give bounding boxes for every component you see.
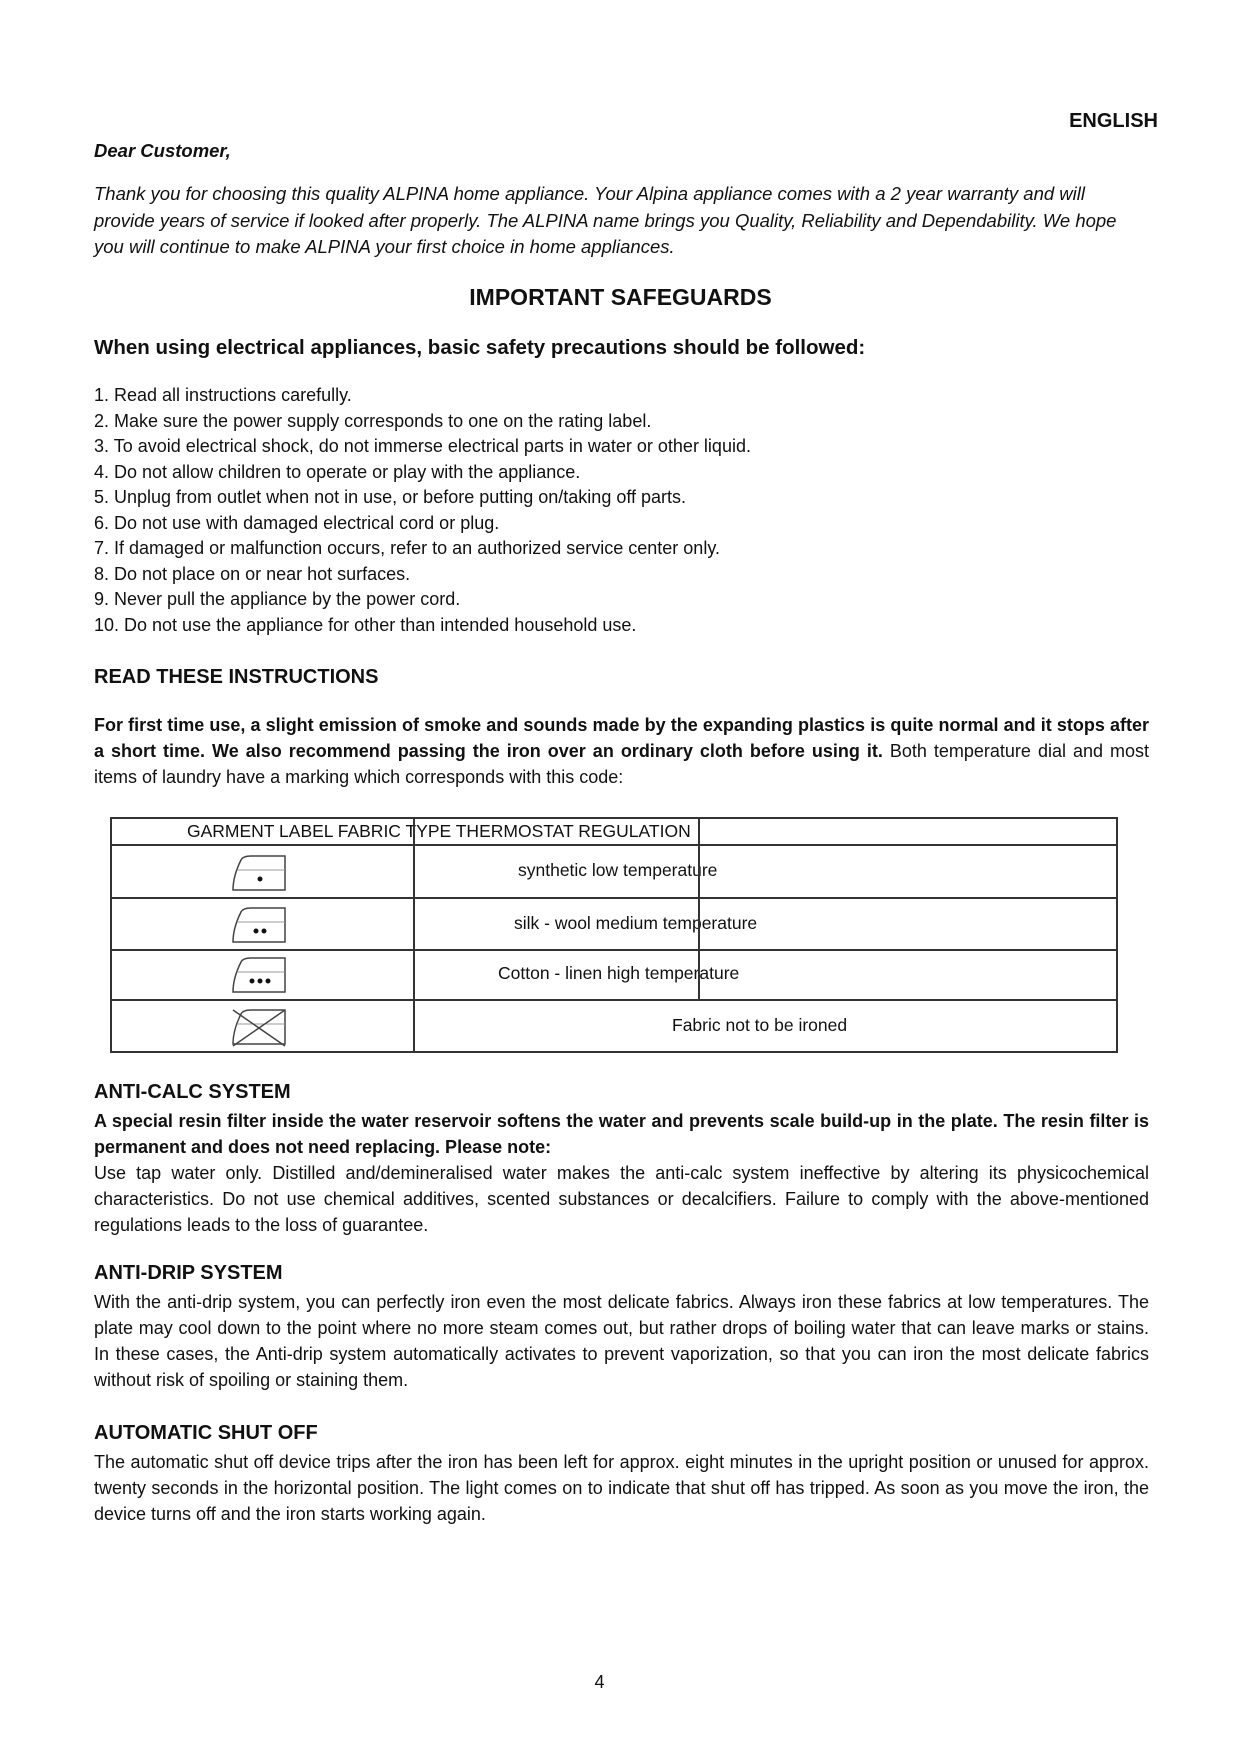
iron-two-dots-icon	[229, 906, 287, 946]
list-item: 9. Never pull the appliance by the power cord.	[94, 589, 461, 609]
iron-three-dots-icon	[229, 956, 287, 996]
table-header-row	[112, 819, 1116, 846]
table-header: GARMENT LABEL FABRIC TYPE THERMOSTAT REGULATION	[187, 821, 691, 841]
safeguards-list	[94, 383, 751, 638]
iron-one-dot-icon	[229, 854, 287, 894]
list-item: 6. Do not use with damaged electrical cord or plug.	[94, 512, 500, 533]
anti-drip-heading: ANTI-DRIP SYSTEM	[94, 1262, 283, 1284]
anti-calc-heading: ANTI-CALC SYSTEM	[94, 1081, 291, 1103]
iron-crossed-out-icon	[229, 1008, 287, 1048]
table-cell-text: synthetic low temperature	[518, 860, 718, 880]
safeguards-title: IMPORTANT SAFEGUARDS	[469, 284, 772, 310]
list-item: 7. If damaged or malfunction occurs, refer to an authorized service center only.	[94, 538, 720, 558]
list-item: 4. Do not allow children to operate or play with the appliance.	[94, 461, 581, 482]
greeting: Dear Customer,	[94, 140, 231, 161]
language-label: ENGLISH	[1069, 110, 1158, 132]
auto-shut-off-paragraph: The automatic shut off device trips after the iron has been left for approx. eight minutes in the upright position or unused for approx. twenty seconds in the horizontal position. The light comes on to indicate that shut off has tripped. As soon as you move the iron, the device turns off and the iron starts working again.	[94, 1452, 1149, 1524]
anti-calc-bold-paragraph: A special resin filter inside the water reservoir softens the water and prevents scale build-up in the plate. The resin filter is permanent and does not need replacing. Please note:	[94, 1111, 1149, 1157]
list-item: 8. Do not place on or near hot surfaces.	[94, 563, 411, 584]
read-instructions-bold: For first time use, a slight emission of smoke and sounds made by the expanding plastics is quite normal and it stops after a short time. We also recommend passing the iron over an ordinary cloth before using it.	[94, 715, 1149, 761]
list-item: 3. To avoid electrical shock, do not immerse electrical parts in water or other liquid.	[94, 436, 751, 456]
anti-drip-paragraph: With the anti-drip system, you can perfectly iron even the most delicate fabrics. Always iron these fabrics at low temperatures. The plate may cool down to the point where no more steam comes out, but rather drops of boiling water that can leave marks or stains. In these cases, the Anti-drip system automatically activates to prevent vaporization, so that you can iron the most delicate fabrics without risk of spoiling or staining them.	[94, 1292, 1149, 1390]
auto-shut-off-heading: AUTOMATIC SHUT OFF	[94, 1422, 318, 1444]
table-cell-text: silk - wool medium temperature	[514, 913, 758, 933]
table-overlay-line	[698, 819, 700, 999]
list-item: 10. Do not use the appliance for other than intended household use.	[94, 614, 637, 635]
list-item: 1. Read all instructions carefully.	[94, 385, 352, 405]
ironing-code-table	[110, 817, 1118, 1053]
table-cell-text: Fabric not to be ironed	[672, 1015, 848, 1035]
page-number: 4	[594, 1672, 605, 1692]
read-instructions-paragraph	[94, 712, 1149, 790]
read-instructions-normal: Both temperature dial and most items of laundry have a marking which corresponds with this code:	[94, 741, 1150, 787]
safeguards-subtitle: When using electrical appliances, basic safety precautions should be followed:	[94, 336, 866, 359]
table-cell-text: Cotton - linen high temperature	[498, 963, 740, 983]
list-item: 2. Make sure the power supply corresponds to one on the rating label.	[94, 410, 652, 431]
intro-paragraph: Thank you for choosing this quality ALPINA home appliance. Your Alpina appliance comes with a 2 year warranty and will provide years of service if looked after properly. The ALPINA name brings you Quality, Reliability and Dependability. We hope you will continue to make ALPINA your first choice in home appliances.	[94, 183, 1117, 257]
read-instructions-heading: READ THESE INSTRUCTIONS	[94, 666, 379, 688]
table-divider	[413, 819, 415, 1051]
anti-calc-paragraph: Use tap water only. Distilled and/demineralised water makes the anti-calc system ineffective by altering its physicochemical characteristics. Do not use chemical additives, scented substances or decalcifiers. Failure to comply with the above-mentioned regulations leads to the loss of guarantee.	[94, 1163, 1149, 1235]
list-item: 5. Unplug from outlet when not in use, or before putting on/taking off parts.	[94, 487, 687, 507]
